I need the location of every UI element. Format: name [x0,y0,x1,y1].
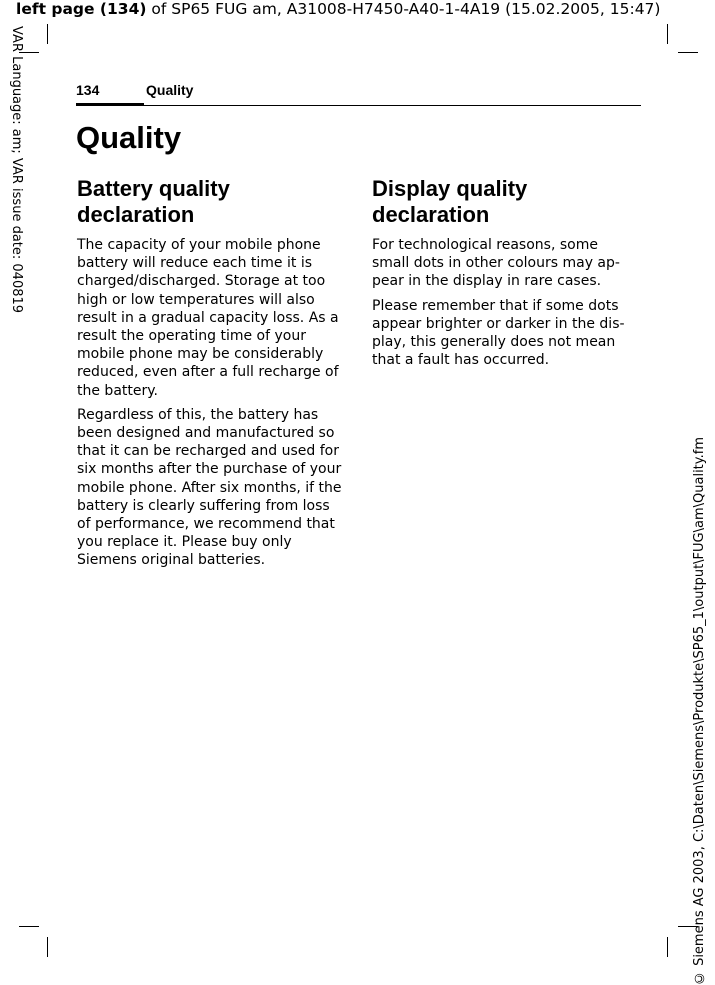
page-title: Quality [76,120,182,155]
section-display-paragraph-1: For technological reasons, some small dots in other colours may ap-pear in the display in rare cases. [372,237,620,290]
header-rule [76,105,641,106]
side-text-right: © Siemens AG 2003, C:\Daten\Siemens\Produkte\SP65_1\output\FUG\am\Quality.fm [692,437,707,985]
section-battery-paragraph-2: Regardless of this, the battery has been designed and manufactured so that it can be recharged and used for six months after the purchase of your mobile phone. After six months, if the battery is clearly suffering from loss of performance, we recommend that you replace it. Please buy only Siemens original batteries. [77,406,342,569]
running-head-page-number: 134 [76,82,100,98]
print-header [16,0,706,18]
side-text-left: VAR Language: am; VAR issue date: 040819 [9,26,24,314]
crop-mark-top-right-v [667,24,668,44]
running-head-title: Quality [146,82,194,98]
crop-mark-bottom-left-h [19,926,39,927]
print-header-details: of SP65 FUG am, A31008-H7450-A40-1-4A19 (15.02.2005, 15:47) [146,0,661,18]
section-battery [77,176,342,576]
crop-mark-top-left-v [47,24,48,44]
header-rule-accent [76,103,144,106]
section-display [372,176,637,375]
section-battery-heading: Battery quality declaration [77,176,230,227]
crop-mark-bottom-right-v [667,937,668,957]
crop-mark-top-right-h [678,52,698,53]
section-display-paragraph-2: Please remember that if some dots appear brighter or darker in the dis-play, this generally does not mean that a fault has occurred. [372,297,625,369]
crop-mark-bottom-left-v [47,937,48,957]
section-battery-paragraph-1: The capacity of your mobile phone battery will reduce each time it is charged/discharged. Storage at too high or low temperatures will also result in a gradual capacity loss. As a result the operating time of your mobile phone may be considerably reduced, even after a full recharge of the battery. [77,237,339,399]
print-header-page-label: left page (134) [16,0,147,18]
section-display-heading: Display quality declaration [372,176,528,227]
